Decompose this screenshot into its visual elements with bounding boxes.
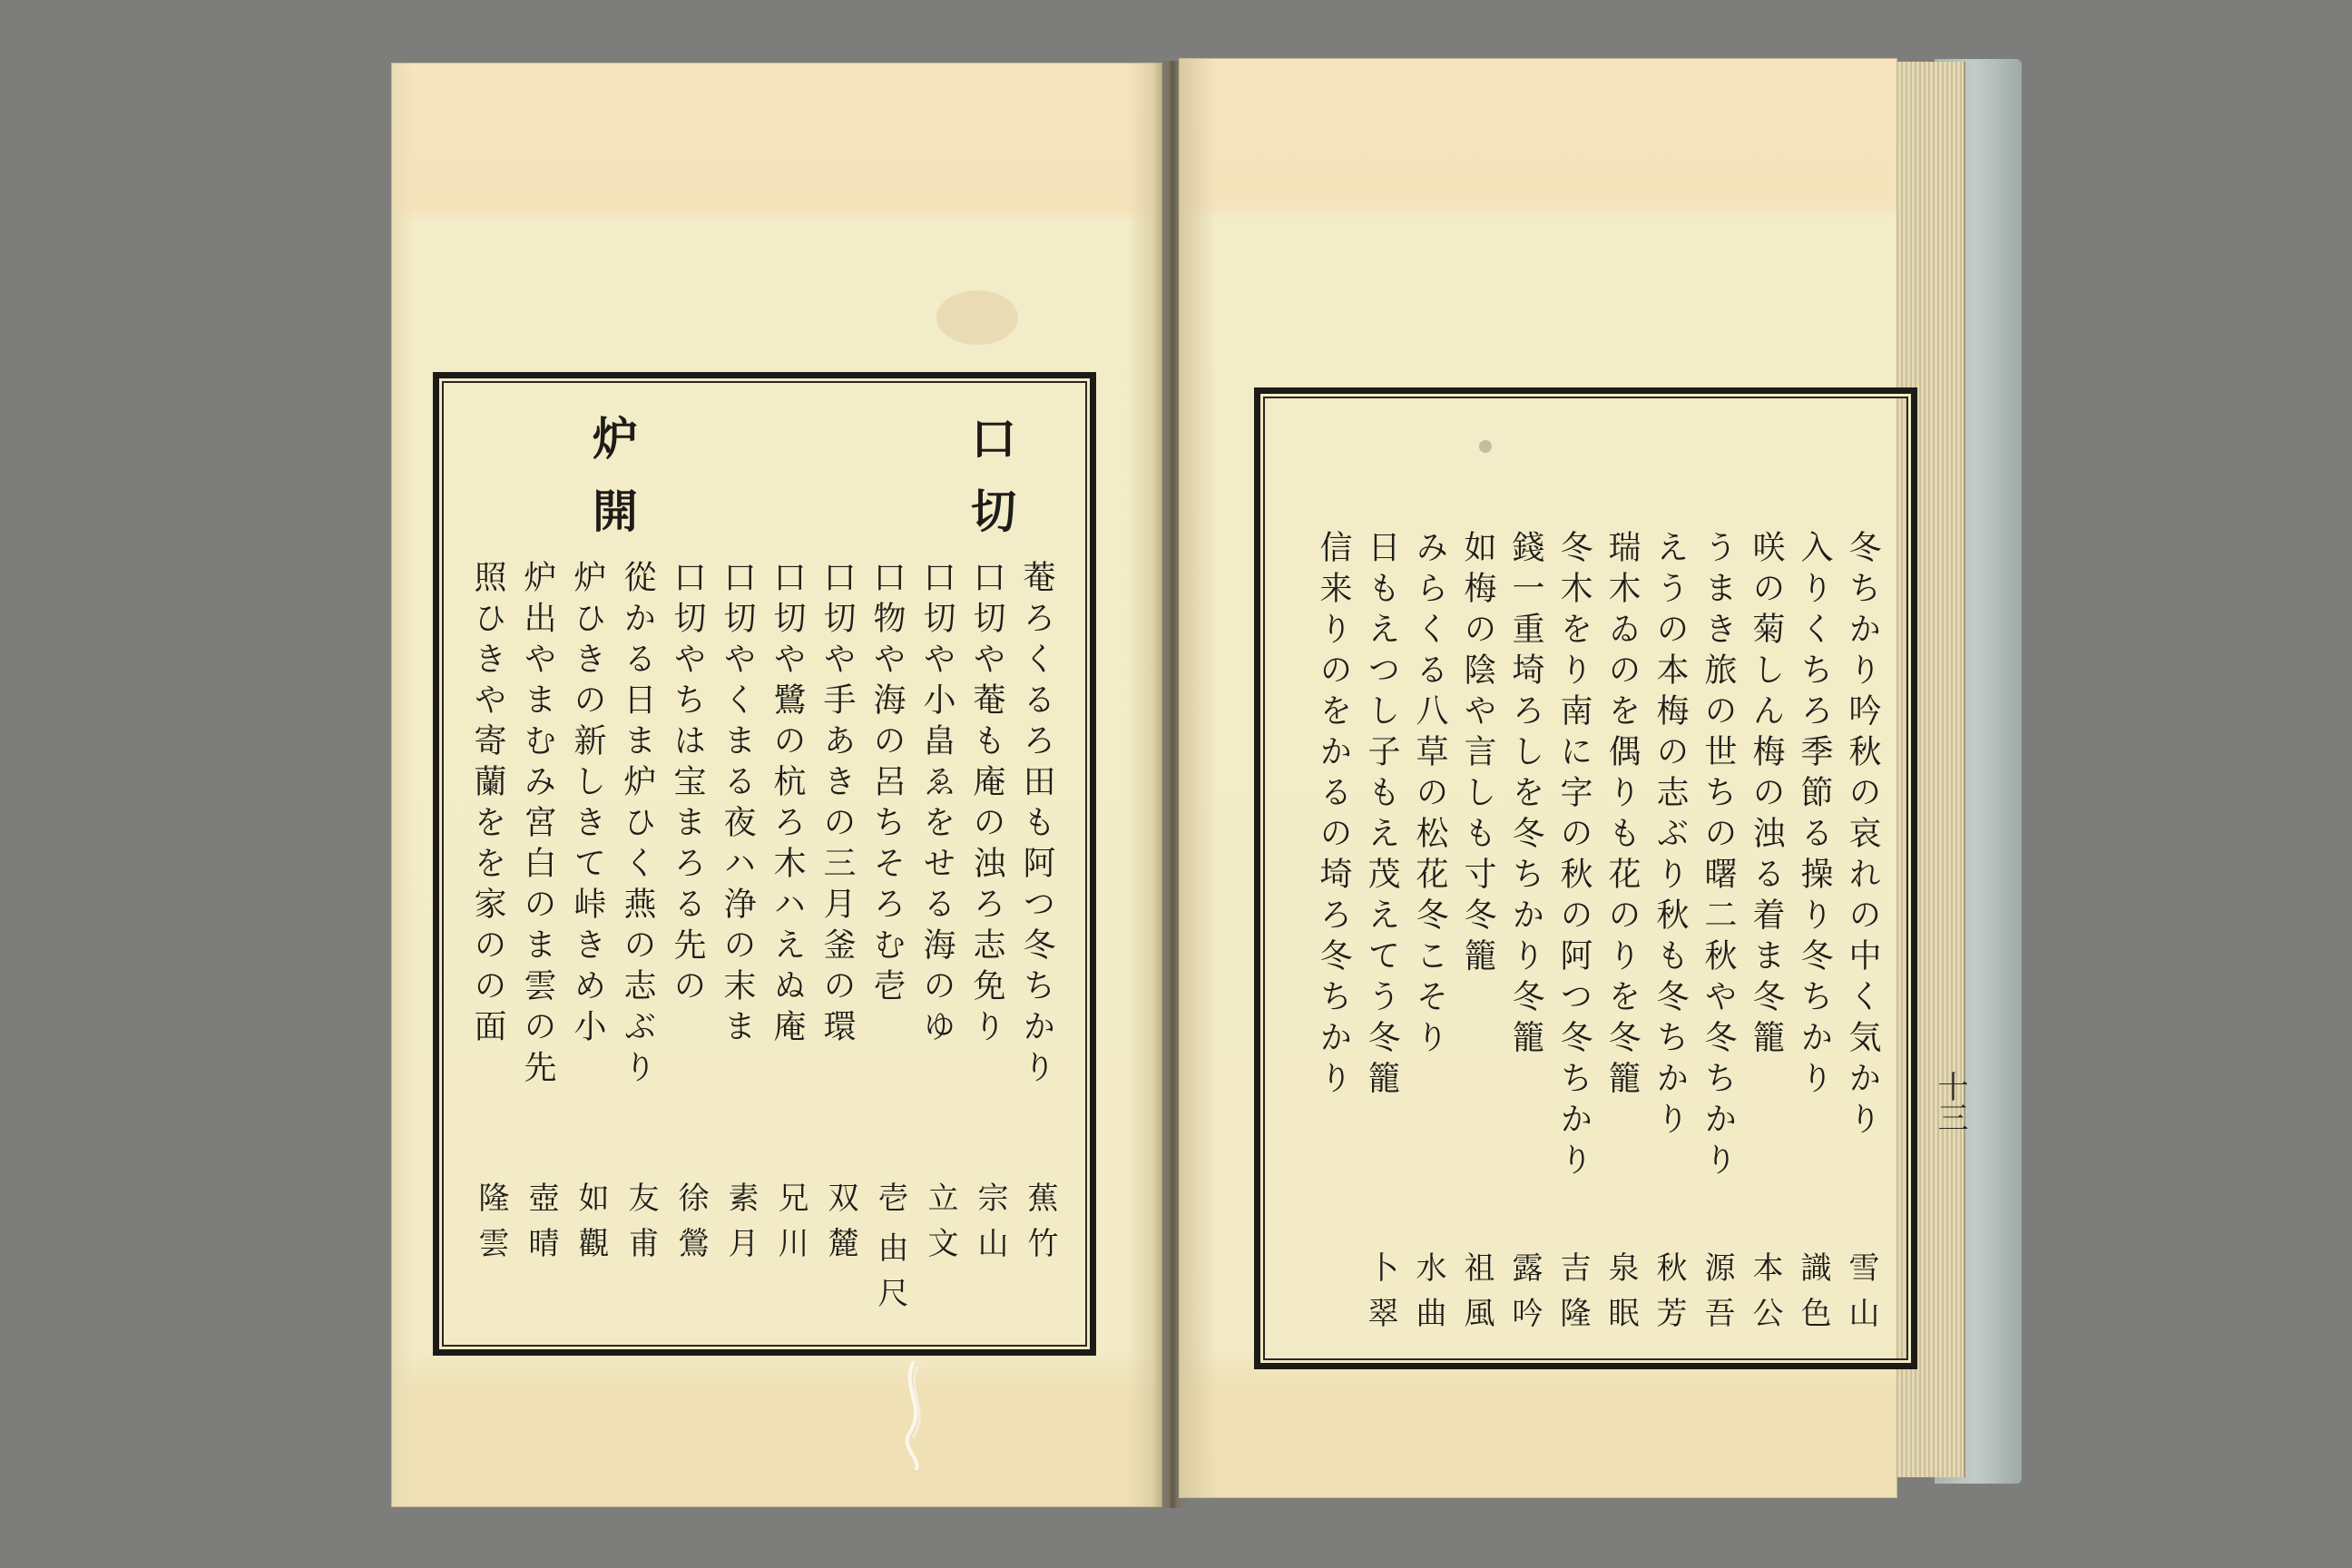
poem-line: 口物や海の呂ちそろむ壱 xyxy=(868,560,906,1009)
author-name: 由尺 xyxy=(872,1231,908,1322)
page-number: 十三 xyxy=(1932,1071,1968,1132)
author-name: 泉眠 xyxy=(1602,1251,1639,1342)
author-name: 壱 xyxy=(872,1181,908,1227)
author-name: 隆雲 xyxy=(473,1181,509,1272)
author-name: 秋芳 xyxy=(1651,1251,1687,1342)
paper-spot xyxy=(1479,440,1492,453)
poem-line: 口切や菴も庵の浊ろ志免り xyxy=(968,560,1005,1050)
poem-line: 咲の菊しん梅の浊る着ま冬籠 xyxy=(1748,530,1785,1061)
right-text-frame xyxy=(1254,387,1917,1369)
poem-line: 口切や小畠ゑをせる海のゆ xyxy=(918,560,956,1050)
poem-line: 口切やくまる夜ハ浄の末ま xyxy=(719,560,756,1050)
author-name: 宗山 xyxy=(972,1181,1008,1272)
poem-line: 冬ちかり吟秋の哀れの中く気かり xyxy=(1844,530,1881,1142)
poem-line: みらくる八草の松花冬こそり xyxy=(1411,530,1448,1061)
author-name: 如觀 xyxy=(573,1181,609,1272)
poem-line: 炉出やまむみ宮白のま雲の先 xyxy=(519,560,556,1091)
loose-thread xyxy=(896,1361,932,1470)
poem-line: 口切や手あきの三月釜の環 xyxy=(818,560,856,1050)
author-name: 本公 xyxy=(1747,1251,1783,1342)
author-name: 水曲 xyxy=(1410,1251,1446,1342)
poem-line: うまき旅の世ちの曙二秋や冬ちかり xyxy=(1700,530,1737,1183)
poem-line: 入りくちろ季節る操り冬ちかり xyxy=(1796,530,1833,1102)
author-name: 双麓 xyxy=(822,1181,858,1272)
author-name: 祖風 xyxy=(1458,1251,1494,1342)
poem-line: 日もえつし子もえ茂えてう冬籠 xyxy=(1363,530,1400,1102)
left-text-frame xyxy=(433,372,1096,1356)
poem-line: 炉ひきの新しきて峠きめ小 xyxy=(569,560,606,1050)
author-name: 素月 xyxy=(722,1181,759,1272)
author-name: 友甫 xyxy=(622,1181,659,1272)
author-name: 蕉竹 xyxy=(1022,1181,1058,1272)
left-page xyxy=(392,64,1161,1506)
author-name: 卜翠 xyxy=(1362,1251,1398,1342)
poem-line: 菴ろくるろ田も阿つ冬ちかり xyxy=(1018,560,1055,1091)
poem-line: 口切やちは宝まろる先の xyxy=(669,560,706,1009)
paper-stain xyxy=(936,290,1018,345)
poem-line: 信来りのをかるの埼ろ冬ちかり xyxy=(1315,530,1352,1102)
author-name: 吉隆 xyxy=(1554,1251,1591,1342)
author-name: 雪山 xyxy=(1843,1251,1879,1342)
poem-line: 瑞木ゐのを偶りも花のりを冬籠 xyxy=(1603,530,1641,1102)
poem-line: 口切や鷺の杭ろ木ハえぬ庵 xyxy=(769,560,806,1050)
poem-line: 冬木をり南に字の秋の阿つ冬ちかり xyxy=(1555,530,1592,1183)
author-name: 露吟 xyxy=(1506,1251,1543,1342)
author-name: 立文 xyxy=(922,1181,958,1272)
author-name: 壺晴 xyxy=(523,1181,559,1272)
poem-line: 照ひきや寄蘭をを家のの面 xyxy=(469,560,506,1050)
poem-line: 如梅の陰や言しも寸冬籠 xyxy=(1459,530,1496,979)
author-name: 徐鶯 xyxy=(672,1181,709,1272)
heading-robiraki: 炉開 xyxy=(585,415,639,560)
heading-kuchikiri: 口切 xyxy=(964,415,1017,560)
right-page xyxy=(1180,59,1896,1497)
poem-line: 從かる日ま炉ひく燕の志ぶり xyxy=(619,560,656,1091)
poem-line: 錢一重埼ろしを冬ちかり冬籠 xyxy=(1507,530,1544,1061)
author-name: 兄川 xyxy=(772,1181,808,1272)
author-name: 識色 xyxy=(1795,1251,1831,1342)
open-book xyxy=(392,59,2022,1506)
author-name: 源吾 xyxy=(1699,1251,1735,1342)
poem-line: えうの本梅の志ぶり秋も冬ちかり xyxy=(1651,530,1689,1142)
